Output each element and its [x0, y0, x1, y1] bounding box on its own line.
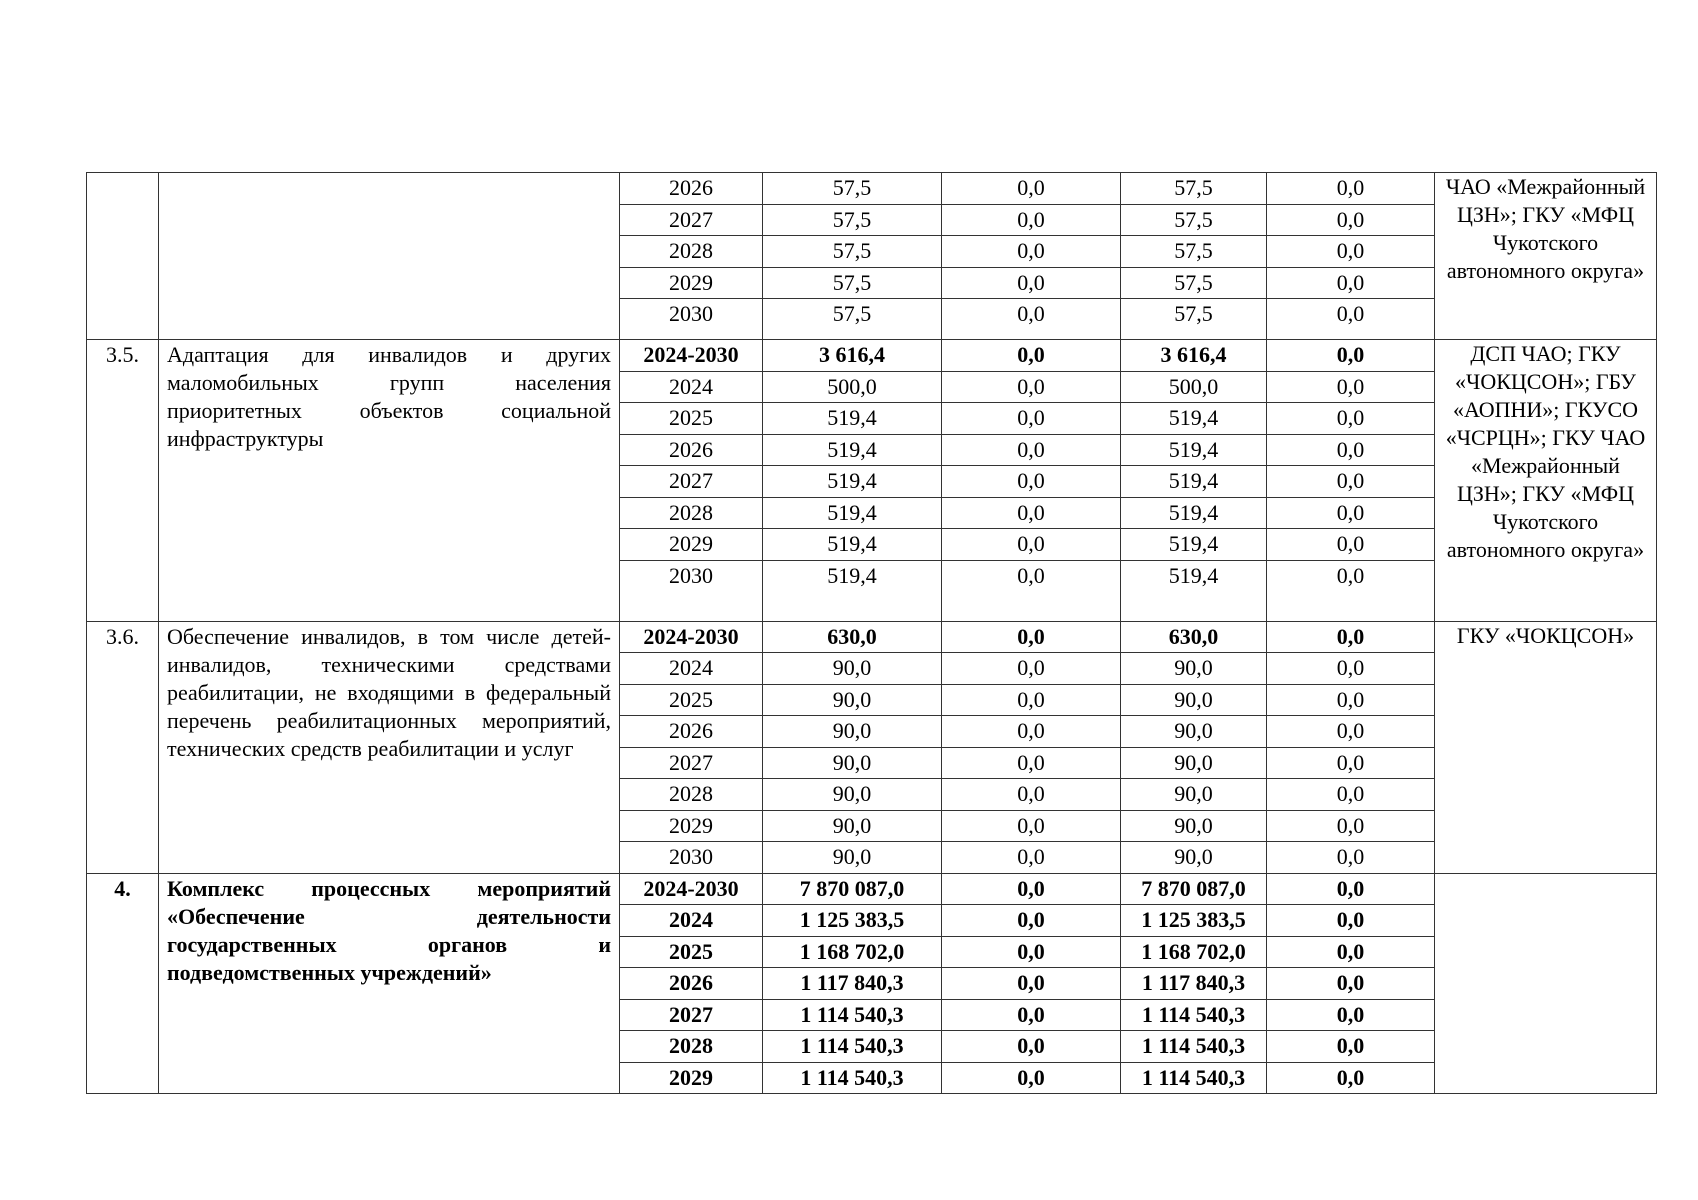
total-cell: 1 114 540,3	[763, 999, 942, 1031]
table-row	[87, 340, 1657, 372]
federal-budget-cell: 0,0	[942, 873, 1121, 905]
regional-budget-cell: 1 125 383,5	[1121, 905, 1267, 937]
regional-budget-cell: 90,0	[1121, 747, 1267, 779]
total-cell: 519,4	[763, 466, 942, 498]
other-sources-cell: 0,0	[1267, 173, 1435, 205]
other-sources-cell: 0,0	[1267, 779, 1435, 811]
federal-budget-cell: 0,0	[942, 842, 1121, 874]
budget-table	[86, 172, 1657, 1094]
other-sources-cell: 0,0	[1267, 434, 1435, 466]
federal-budget-cell: 0,0	[942, 529, 1121, 561]
other-sources-cell: 0,0	[1267, 621, 1435, 653]
other-sources-cell: 0,0	[1267, 340, 1435, 372]
federal-budget-cell: 0,0	[942, 968, 1121, 1000]
period-cell: 2026	[620, 716, 763, 748]
total-cell: 90,0	[763, 747, 942, 779]
other-sources-cell: 0,0	[1267, 1062, 1435, 1094]
total-cell: 1 114 540,3	[763, 1031, 942, 1063]
other-sources-cell: 0,0	[1267, 497, 1435, 529]
other-sources-cell: 0,0	[1267, 403, 1435, 435]
period-cell: 2025	[620, 403, 763, 435]
total-cell: 519,4	[763, 497, 942, 529]
federal-budget-cell: 0,0	[942, 684, 1121, 716]
period-cell: 2026	[620, 968, 763, 1000]
regional-budget-cell: 519,4	[1121, 466, 1267, 498]
regional-budget-cell: 90,0	[1121, 653, 1267, 685]
other-sources-cell: 0,0	[1267, 529, 1435, 561]
regional-budget-cell: 519,4	[1121, 529, 1267, 561]
total-cell: 57,5	[763, 267, 942, 299]
other-sources-cell: 0,0	[1267, 204, 1435, 236]
federal-budget-cell: 0,0	[942, 810, 1121, 842]
regional-budget-cell: 7 870 087,0	[1121, 873, 1267, 905]
federal-budget-cell: 0,0	[942, 1062, 1121, 1094]
period-cell: 2025	[620, 936, 763, 968]
period-cell: 2027	[620, 999, 763, 1031]
period-cell: 2030	[620, 299, 763, 340]
federal-budget-cell: 0,0	[942, 466, 1121, 498]
period-cell: 2029	[620, 1062, 763, 1094]
total-cell: 57,5	[763, 236, 942, 268]
executor-cell	[1435, 873, 1657, 1094]
total-cell: 7 870 087,0	[763, 873, 942, 905]
total-cell: 57,5	[763, 299, 942, 340]
federal-budget-cell: 0,0	[942, 905, 1121, 937]
total-cell: 57,5	[763, 204, 942, 236]
regional-budget-cell: 519,4	[1121, 560, 1267, 621]
total-cell: 1 168 702,0	[763, 936, 942, 968]
regional-budget-cell: 1 168 702,0	[1121, 936, 1267, 968]
other-sources-cell: 0,0	[1267, 810, 1435, 842]
total-cell: 90,0	[763, 653, 942, 685]
period-cell: 2024	[620, 653, 763, 685]
other-sources-cell: 0,0	[1267, 905, 1435, 937]
table-row	[87, 873, 1657, 905]
measure-name: Обеспечение инвалидов, в том числе детей-инвалидов, техническими средствами реабилитации, не входящими в федеральный перечень реабилитационных мероприятий, технических средств реабилитации и услуг	[159, 621, 620, 873]
executor-cell: ДСП ЧАО; ГКУ «ЧОКЦСОН»; ГБУ «АОПНИ»; ГКУСО «ЧСРЦН»; ГКУ ЧАО «Межрайонный ЦЗН»; ГКУ «МФЦ Чукотского автономного округа»	[1435, 340, 1657, 622]
federal-budget-cell: 0,0	[942, 936, 1121, 968]
regional-budget-cell: 519,4	[1121, 497, 1267, 529]
federal-budget-cell: 0,0	[942, 371, 1121, 403]
other-sources-cell: 0,0	[1267, 267, 1435, 299]
period-cell: 2028	[620, 779, 763, 811]
period-cell: 2027	[620, 466, 763, 498]
regional-budget-cell: 1 114 540,3	[1121, 999, 1267, 1031]
total-cell: 57,5	[763, 173, 942, 205]
regional-budget-cell: 57,5	[1121, 267, 1267, 299]
period-cell: 2029	[620, 267, 763, 299]
total-cell: 500,0	[763, 371, 942, 403]
regional-budget-cell: 630,0	[1121, 621, 1267, 653]
row-number: 3.6.	[87, 621, 159, 873]
federal-budget-cell: 0,0	[942, 236, 1121, 268]
other-sources-cell: 0,0	[1267, 873, 1435, 905]
regional-budget-cell: 90,0	[1121, 779, 1267, 811]
table-row	[87, 621, 1657, 653]
federal-budget-cell: 0,0	[942, 299, 1121, 340]
regional-budget-cell: 57,5	[1121, 299, 1267, 340]
other-sources-cell: 0,0	[1267, 1031, 1435, 1063]
total-cell: 90,0	[763, 810, 942, 842]
regional-budget-cell: 57,5	[1121, 236, 1267, 268]
federal-budget-cell: 0,0	[942, 999, 1121, 1031]
total-cell: 519,4	[763, 434, 942, 466]
regional-budget-cell: 90,0	[1121, 684, 1267, 716]
federal-budget-cell: 0,0	[942, 779, 1121, 811]
total-cell: 1 125 383,5	[763, 905, 942, 937]
period-cell: 2030	[620, 560, 763, 621]
other-sources-cell: 0,0	[1267, 999, 1435, 1031]
table-body	[87, 173, 1657, 1094]
other-sources-cell: 0,0	[1267, 936, 1435, 968]
period-cell: 2028	[620, 236, 763, 268]
row-number	[87, 173, 159, 340]
other-sources-cell: 0,0	[1267, 747, 1435, 779]
total-cell: 90,0	[763, 684, 942, 716]
measure-name	[159, 173, 620, 340]
period-cell: 2024-2030	[620, 340, 763, 372]
federal-budget-cell: 0,0	[942, 267, 1121, 299]
period-cell: 2024-2030	[620, 873, 763, 905]
total-cell: 519,4	[763, 560, 942, 621]
other-sources-cell: 0,0	[1267, 299, 1435, 340]
period-cell: 2030	[620, 842, 763, 874]
period-cell: 2024	[620, 371, 763, 403]
total-cell: 630,0	[763, 621, 942, 653]
table-row	[87, 173, 1657, 205]
other-sources-cell: 0,0	[1267, 560, 1435, 621]
period-cell: 2027	[620, 747, 763, 779]
regional-budget-cell: 1 114 540,3	[1121, 1062, 1267, 1094]
federal-budget-cell: 0,0	[942, 560, 1121, 621]
federal-budget-cell: 0,0	[942, 340, 1121, 372]
period-cell: 2028	[620, 1031, 763, 1063]
regional-budget-cell: 519,4	[1121, 434, 1267, 466]
total-cell: 1 114 540,3	[763, 1062, 942, 1094]
total-cell: 90,0	[763, 779, 942, 811]
period-cell: 2024	[620, 905, 763, 937]
regional-budget-cell: 90,0	[1121, 842, 1267, 874]
other-sources-cell: 0,0	[1267, 236, 1435, 268]
federal-budget-cell: 0,0	[942, 173, 1121, 205]
federal-budget-cell: 0,0	[942, 653, 1121, 685]
federal-budget-cell: 0,0	[942, 1031, 1121, 1063]
total-cell: 90,0	[763, 716, 942, 748]
regional-budget-cell: 500,0	[1121, 371, 1267, 403]
executor-cell: ЧАО «Межрайонный ЦЗН»; ГКУ «МФЦ Чукотского автономного округа»	[1435, 173, 1657, 340]
federal-budget-cell: 0,0	[942, 497, 1121, 529]
regional-budget-cell: 1 114 540,3	[1121, 1031, 1267, 1063]
measure-name: Комплекс процессных мероприятий «Обеспечение деятельности государственных органов и подведомственных учреждений»	[159, 873, 620, 1094]
regional-budget-cell: 90,0	[1121, 716, 1267, 748]
federal-budget-cell: 0,0	[942, 716, 1121, 748]
period-cell: 2029	[620, 529, 763, 561]
row-number: 3.5.	[87, 340, 159, 622]
regional-budget-cell: 3 616,4	[1121, 340, 1267, 372]
period-cell: 2029	[620, 810, 763, 842]
federal-budget-cell: 0,0	[942, 621, 1121, 653]
regional-budget-cell: 57,5	[1121, 204, 1267, 236]
regional-budget-cell: 90,0	[1121, 810, 1267, 842]
regional-budget-cell: 57,5	[1121, 173, 1267, 205]
period-cell: 2027	[620, 204, 763, 236]
other-sources-cell: 0,0	[1267, 842, 1435, 874]
regional-budget-cell: 1 117 840,3	[1121, 968, 1267, 1000]
federal-budget-cell: 0,0	[942, 403, 1121, 435]
total-cell: 1 117 840,3	[763, 968, 942, 1000]
total-cell: 519,4	[763, 403, 942, 435]
regional-budget-cell: 519,4	[1121, 403, 1267, 435]
executor-cell: ГКУ «ЧОКЦСОН»	[1435, 621, 1657, 873]
other-sources-cell: 0,0	[1267, 968, 1435, 1000]
period-cell: 2028	[620, 497, 763, 529]
other-sources-cell: 0,0	[1267, 684, 1435, 716]
other-sources-cell: 0,0	[1267, 466, 1435, 498]
federal-budget-cell: 0,0	[942, 434, 1121, 466]
period-cell: 2026	[620, 434, 763, 466]
total-cell: 519,4	[763, 529, 942, 561]
other-sources-cell: 0,0	[1267, 653, 1435, 685]
measure-name: Адаптация для инвалидов и других маломобильных групп населения приоритетных объектов социальной инфраструктуры	[159, 340, 620, 622]
other-sources-cell: 0,0	[1267, 371, 1435, 403]
federal-budget-cell: 0,0	[942, 747, 1121, 779]
period-cell: 2025	[620, 684, 763, 716]
federal-budget-cell: 0,0	[942, 204, 1121, 236]
total-cell: 3 616,4	[763, 340, 942, 372]
other-sources-cell: 0,0	[1267, 716, 1435, 748]
period-cell: 2026	[620, 173, 763, 205]
period-cell: 2024-2030	[620, 621, 763, 653]
total-cell: 90,0	[763, 842, 942, 874]
row-number: 4.	[87, 873, 159, 1094]
